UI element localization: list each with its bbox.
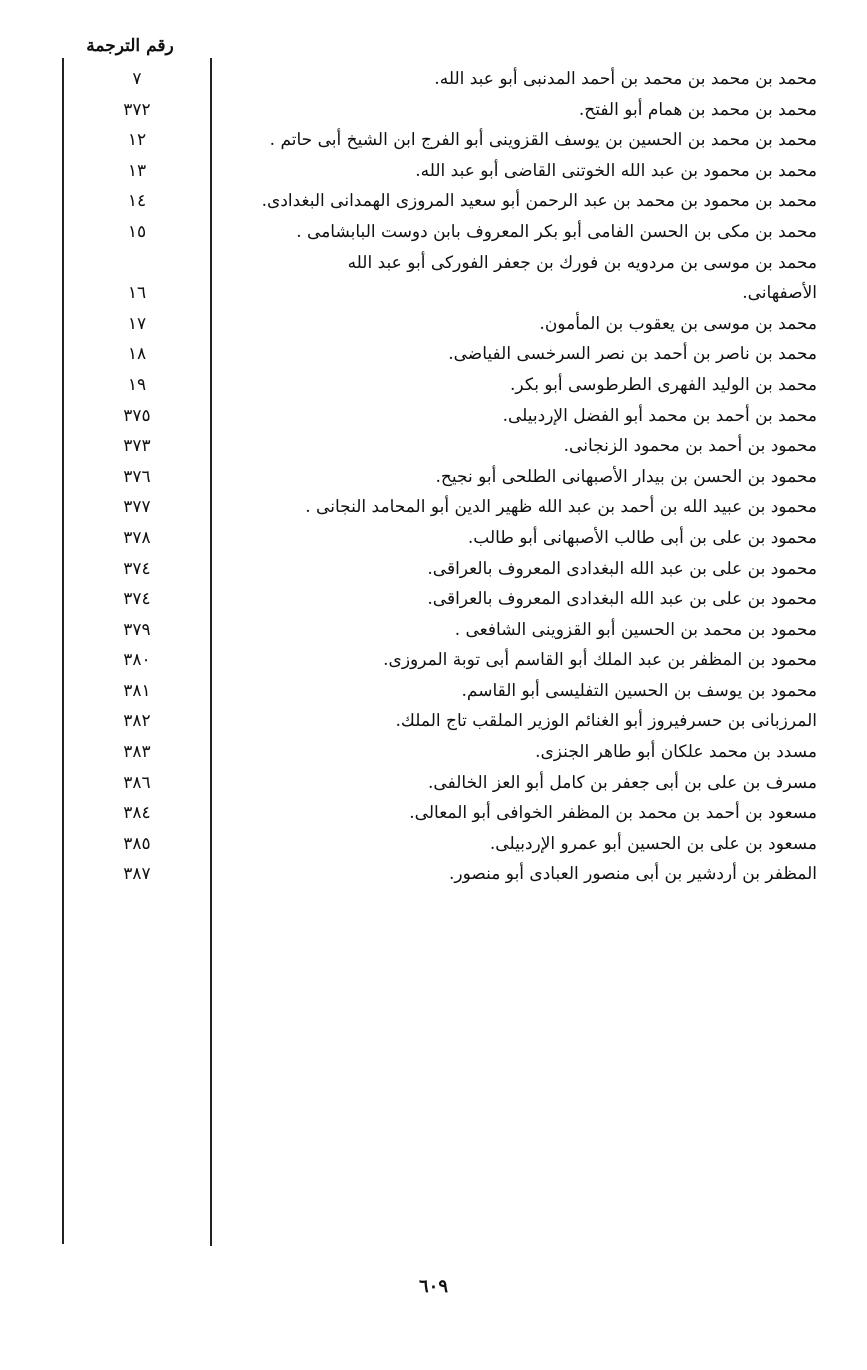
entry-row	[0, 706, 867, 737]
entry-name: محمود بن على بن أبى طالب الأصبهانى أبو طالب.	[467, 527, 817, 548]
entry-name: الأصفهانى.	[742, 283, 817, 304]
entry-name: مسدد بن محمد علكان أبو طاهر الجنزى.	[535, 742, 817, 763]
entry-row	[0, 217, 867, 248]
entry-number: ٣٨٠	[123, 650, 151, 671]
entry-name: محمود بن على بن عبد الله البغدادى المعروف بالعراقى.	[427, 558, 817, 579]
entry-row	[0, 125, 867, 156]
entry-name: محمود بن محمد بن الحسين أبو القزوينى الشافعى .	[454, 619, 817, 640]
entry-row	[0, 462, 867, 493]
entry-name: محمد بن ناصر بن أحمد بن نصر السرخسى الفياضى.	[448, 344, 817, 365]
entry-row	[0, 431, 867, 462]
entry-name: محمد بن الوليد الفهرى الطرطوسى أبو بكر.	[510, 374, 817, 395]
entry-row	[0, 370, 867, 401]
entry-row	[0, 645, 867, 676]
entry-row	[0, 829, 867, 860]
entry-row	[0, 156, 867, 187]
entry-row	[0, 615, 867, 646]
entry-number: ٣٨١	[123, 680, 151, 701]
entry-number: ٣٧٢	[123, 99, 151, 120]
entry-number: ٣٧٧	[123, 497, 151, 518]
entry-name: محمود بن يوسف بن الحسين التفليسى أبو القاسم.	[461, 680, 817, 701]
entry-name: محمد بن محمود بن عبد الله الخوتنى القاضى أبو عبد الله.	[415, 160, 817, 181]
entry-number: ٣٧٨	[123, 527, 151, 548]
entry-name: محمد بن أحمد بن محمد أبو الفضل الإردبيلى.	[502, 405, 817, 426]
entry-number: ١٩	[127, 374, 147, 395]
entry-name: مسرف بن على بن أبى جعفر بن كامل أبو العز الخالفى.	[428, 772, 817, 793]
entry-name: المظفر بن أردشير بن أبى منصور العبادى أبو منصور.	[449, 864, 817, 885]
entry-row	[0, 859, 867, 890]
entries-list	[0, 64, 867, 890]
entry-name: محمود بن على بن عبد الله البغدادى المعروف بالعراقى.	[427, 589, 817, 610]
entry-number: ٣٧٩	[123, 619, 151, 640]
entry-name: محمد بن موسى بن مردويه بن فورك بن جعفر الفوركى أبو عبد الله	[347, 252, 817, 273]
entry-number: ٣٧٣	[123, 436, 151, 457]
entry-number: ٣٨٢	[123, 711, 151, 732]
translation-number-header: رقم الترجمة	[86, 36, 174, 56]
entry-number: ٣٨٥	[123, 833, 151, 854]
entry-name: محمود بن عبيد الله بن أحمد بن عبد الله ظهير الدين أبو المحامد النجانى .	[305, 497, 817, 518]
entry-number: ١٨	[127, 344, 147, 365]
entry-number: ٣٨٤	[123, 803, 151, 824]
entry-number: ٣٨٣	[123, 742, 151, 763]
entry-number: ١٣	[127, 160, 147, 181]
entry-row	[0, 248, 867, 279]
entry-number: ١٦	[127, 283, 147, 304]
entry-name: المرزبانى بن حسرفيروز أبو الغنائم الوزير الملقب تاج الملك.	[395, 711, 817, 732]
entry-name: محمد بن مكى بن الحسن الفامى أبو بكر المعروف بابن دوست البابشامى .	[296, 221, 817, 242]
entry-number: ١٢	[127, 130, 147, 151]
entry-row	[0, 278, 867, 309]
entry-number: ١٧	[127, 313, 147, 334]
entry-name: محمد بن محمد بن همام أبو الفتح.	[578, 99, 817, 120]
entry-row	[0, 95, 867, 126]
entry-number: ٣٧٦	[123, 466, 151, 487]
entry-number: ٣٨٧	[123, 864, 151, 885]
entry-name: محمد بن محمد بن الحسين بن يوسف القزوينى أبو الفرج ابن الشيخ أبى حاتم .	[269, 130, 817, 151]
entry-row	[0, 523, 867, 554]
entry-row	[0, 584, 867, 615]
entry-row	[0, 309, 867, 340]
entry-row	[0, 492, 867, 523]
entry-number: ٣٧٥	[123, 405, 151, 426]
entry-number: ٣٧٤	[123, 589, 151, 610]
entry-row	[0, 768, 867, 799]
entry-number: ٣٨٦	[123, 772, 151, 793]
entry-row	[0, 798, 867, 829]
entry-row	[0, 676, 867, 707]
entry-name: محمد بن محمد بن محمد بن أحمد المدنبى أبو عبد الله.	[434, 69, 817, 89]
entry-number: ٧	[132, 69, 142, 89]
entry-row	[0, 401, 867, 432]
entry-name: محمود بن أحمد بن محمود الزنجانى.	[563, 436, 817, 457]
entry-name: مسعود بن على بن الحسين أبو عمرو الإردبيلى.	[489, 833, 817, 854]
entry-row	[0, 554, 867, 585]
entry-name: مسعود بن أحمد بن محمد بن المظفر الخوافى أبو المعالى.	[409, 803, 817, 824]
entry-name: محمد بن موسى بن يعقوب بن المأمون.	[539, 313, 817, 334]
entry-row	[0, 339, 867, 370]
entry-name: محمد بن محمود بن محمد بن عبد الرحمن أبو سعيد المروزى الهمدانى البغدادى.	[261, 191, 817, 212]
page-number: ٦٠٩	[418, 1276, 448, 1297]
entry-name: محمود بن الحسن بن بيدار الأصبهانى الطلحى أبو نجيح.	[435, 466, 817, 487]
entry-number: ٣٧٤	[123, 558, 151, 579]
entry-row	[0, 64, 867, 95]
entry-name: محمود بن المظفر بن عبد الملك أبو القاسم أبى توبة المروزى.	[383, 650, 817, 671]
entry-number: ١٤	[127, 191, 147, 212]
entry-number: ١٥	[127, 221, 147, 242]
entry-row	[0, 186, 867, 217]
entry-row	[0, 737, 867, 768]
